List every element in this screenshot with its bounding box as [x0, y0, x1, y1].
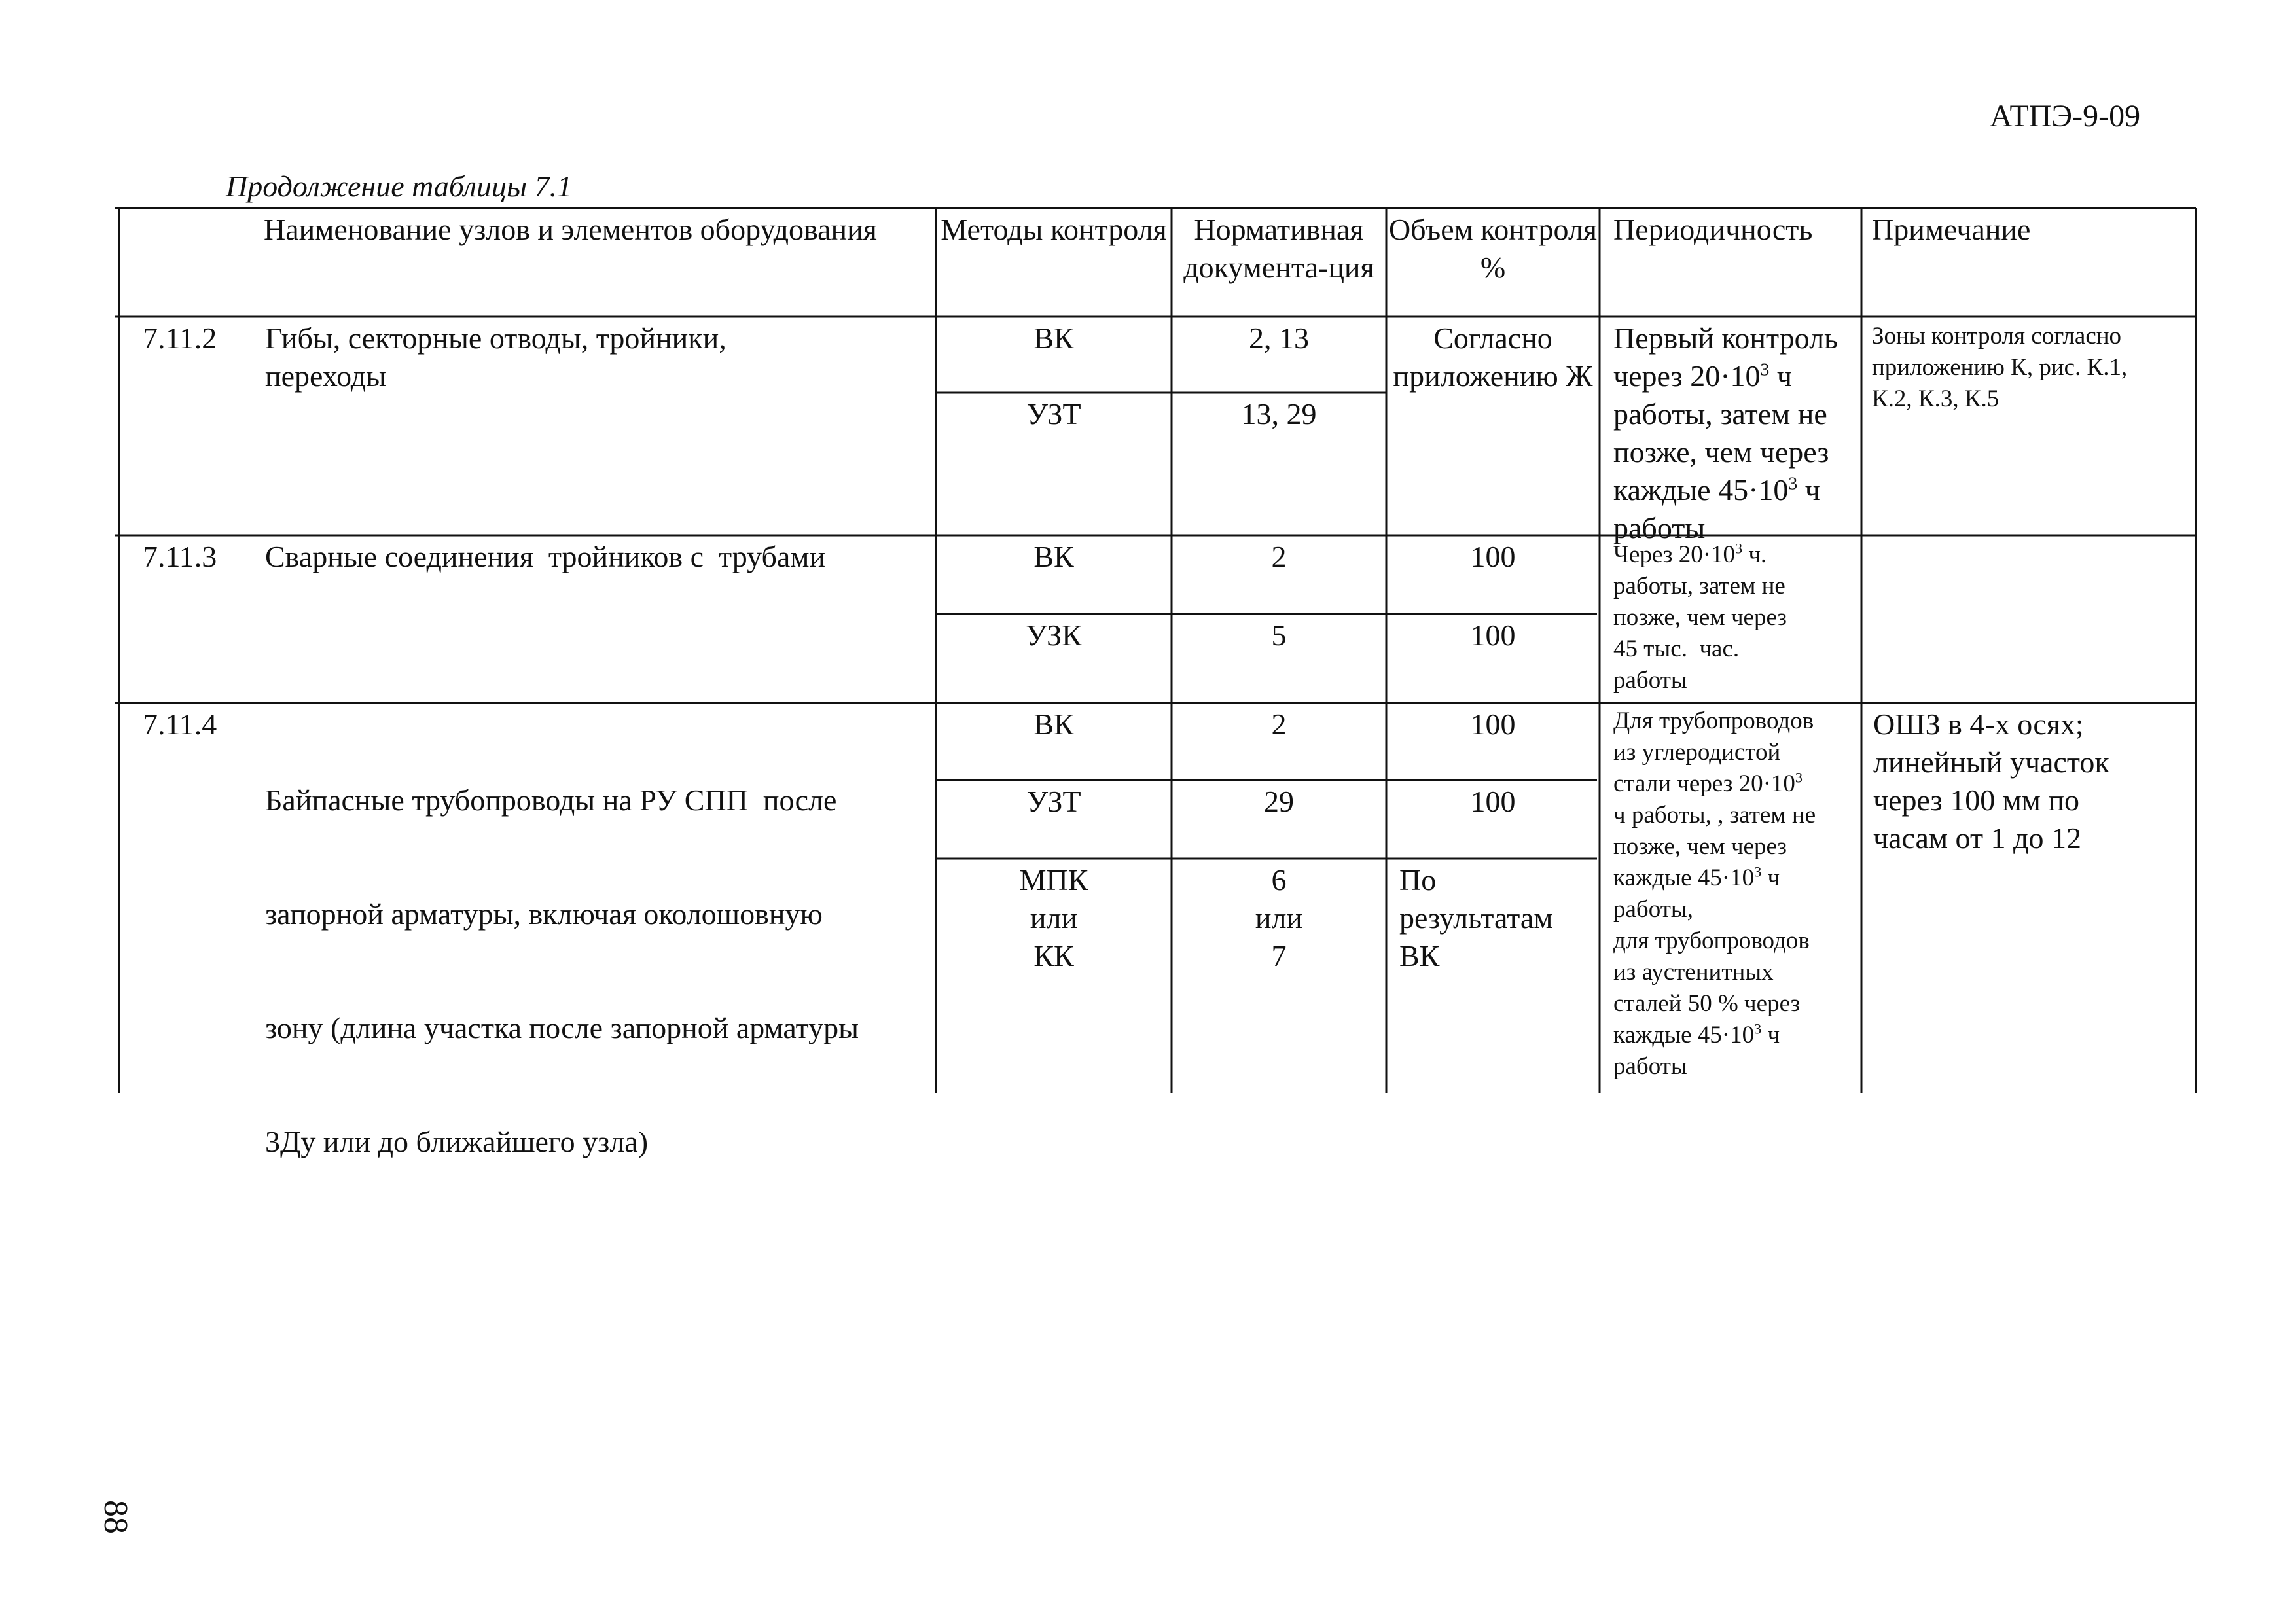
- method-cell: МПК или КК: [1019, 863, 1088, 972]
- row-name: Байпасные трубопроводы на РУ СПП после запорной арматуры, включая околошовную зону (длина участка после запорной арматуры 3Ду или до ближайшего узла): [265, 783, 859, 1158]
- column-header-methods: Методы контроля: [941, 213, 1167, 246]
- row-number: 7.11.4: [143, 707, 217, 741]
- docs-cell: 5: [1271, 618, 1287, 652]
- volume-cell: 100: [1470, 707, 1516, 741]
- note-cell: Зоны контроля согласно приложению К, рис. К.1, К.2, К.3, К.5: [1872, 323, 2128, 412]
- volume-cell: 100: [1470, 540, 1516, 573]
- page-number: 88: [97, 1500, 134, 1534]
- volume-cell: По результатам ВК: [1399, 863, 1553, 972]
- method-cell: УЗК: [1026, 618, 1082, 652]
- volume-cell: 100: [1470, 618, 1516, 652]
- periodicity-cell: Для трубопроводов из углеродистой стали через $20\cdot 10^3$ ч работы, , затем не позже, чем через каждые $45\cdot 10^3$ ч работы, для трубопроводов из аустенитных сталей 50 % через каждые $45\cdot 10^3$ ч работы: [1613, 707, 1816, 1080]
- column-header-note: Примечание: [1872, 213, 2031, 246]
- row-number: 7.11.2: [143, 321, 217, 355]
- column-header-docs: Нормативная документа-ция: [1183, 213, 1374, 284]
- docs-cell: 13, 29: [1241, 397, 1317, 431]
- periodicity-cell: Через $20\cdot 10^3$ ч. работы, затем не позже, чем через 45 тыс. час. работы: [1613, 540, 1787, 694]
- method-cell: УЗТ: [1026, 397, 1081, 431]
- row-number: 7.11.3: [143, 540, 217, 573]
- periodicity-cell: Первый контроль через $20\cdot 10^3$ ч работы, затем не позже, чем через каждые $45\cdot 10^3$ ч работы: [1613, 321, 1839, 544]
- method-cell: ВК: [1033, 707, 1074, 741]
- docs-cell: 2: [1271, 540, 1287, 573]
- docs-cell: 29: [1264, 785, 1294, 818]
- docs-cell: 2, 13: [1249, 321, 1309, 355]
- volume-cell: Согласно приложению Ж: [1393, 321, 1593, 393]
- docs-cell: 2: [1271, 707, 1287, 741]
- note-cell: ОШЗ в 4-х осях; линейный участок через 100 мм по часам от 1 до 12: [1873, 707, 2109, 855]
- column-header-volume: Объем контроля %: [1388, 213, 1598, 284]
- docs-cell: 6 или 7: [1255, 863, 1303, 972]
- column-header-periodicity: Периодичность: [1613, 213, 1813, 246]
- method-cell: ВК: [1033, 321, 1074, 355]
- row-name: Гибы, секторные отводы, тройники, переходы: [265, 321, 726, 393]
- method-cell: ВК: [1033, 540, 1074, 573]
- table-caption: Продолжение таблицы 7.1: [226, 169, 573, 203]
- method-cell: УЗТ: [1026, 785, 1081, 818]
- column-header-name: Наименование узлов и элементов оборудования: [264, 213, 877, 246]
- row-name: Сварные соединения тройников с трубами: [265, 540, 826, 573]
- volume-cell: 100: [1470, 785, 1516, 818]
- document-code: АТПЭ-9-09: [1990, 99, 2141, 134]
